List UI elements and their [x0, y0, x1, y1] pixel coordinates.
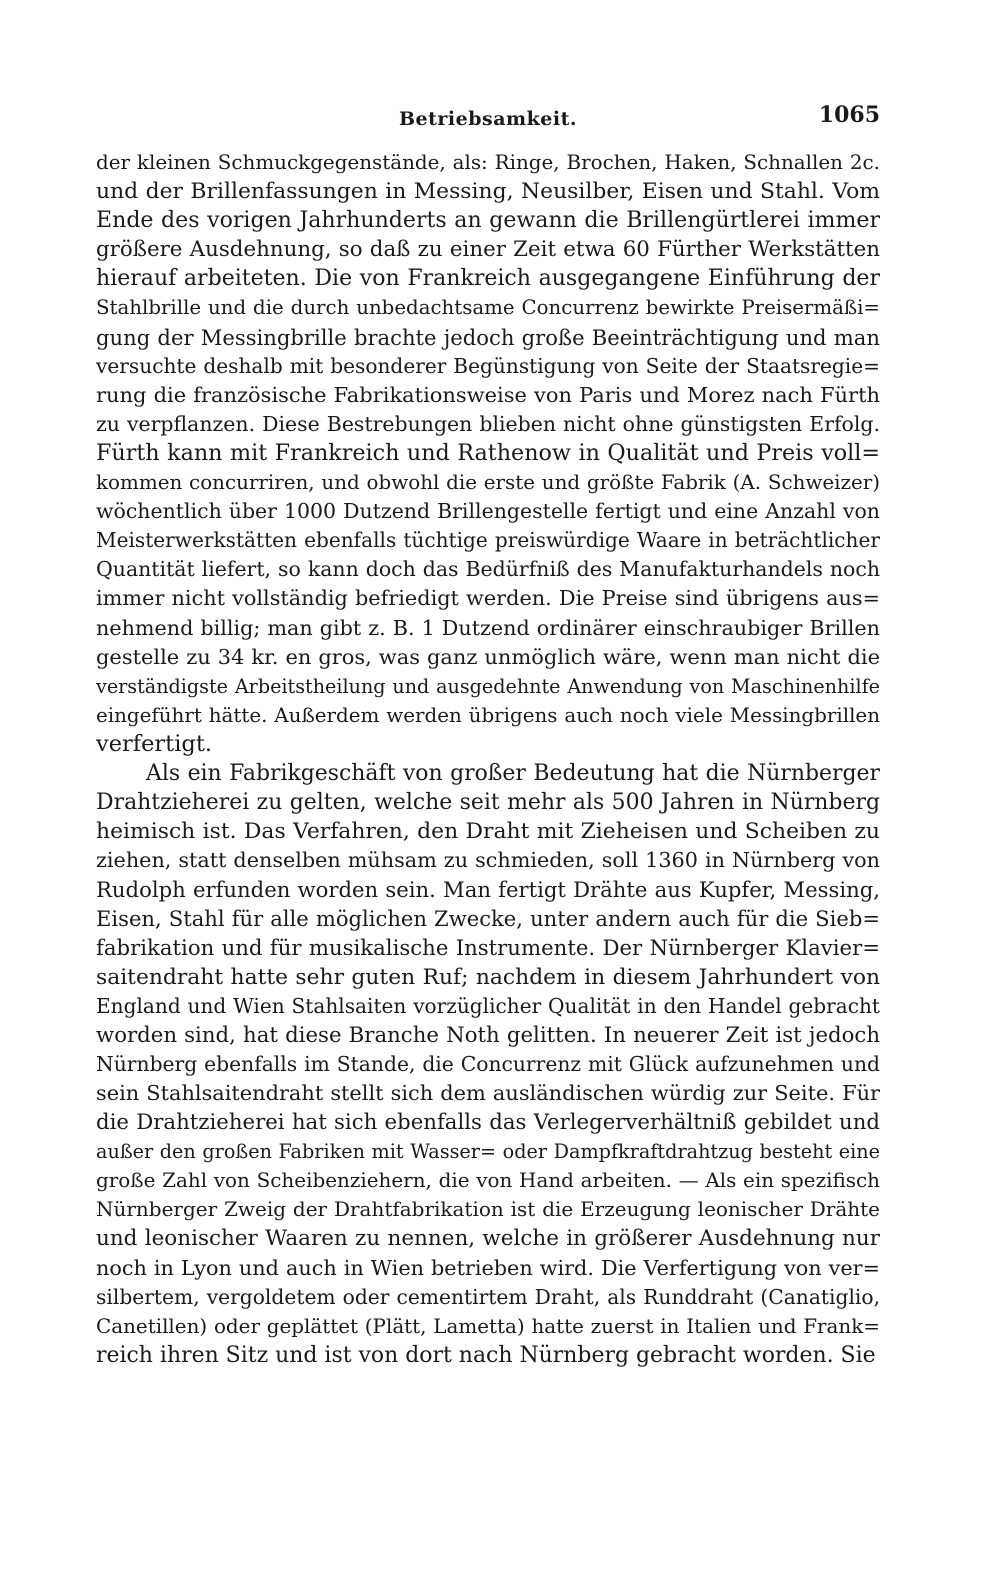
text-line: rung die französische Fabrikationsweise von Paris und Morez nach Fürth — [96, 382, 880, 407]
text-line: silbertem, vergoldetem oder cementirtem Draht, als Runddraht (Canatiglio, — [96, 1284, 880, 1309]
text-line: Rudolph erfunden worden sein. Man fertigt Drähte aus Kupfer, Messing, — [96, 877, 880, 903]
text-line: Quantität liefert, so kann doch das Bedürfniß des Manufakturhandels noch — [96, 557, 880, 582]
text-line: verständigste Arbeitstheilung und ausgedehnte Anwendung von Maschinenhilfe — [96, 674, 880, 698]
text-line: heimisch ist. Das Verfahren, den Draht mit Zieheisen und Scheiben zu — [96, 819, 880, 845]
text-line: noch in Lyon und auch in Wien betrieben wird. Die Verfertigung von ver= — [96, 1255, 880, 1280]
text-line: immer nicht vollständig befriedigt werden. Die Preise sind übrigens aus= — [96, 586, 880, 611]
text-line: größere Ausdehnung, so daß zu einer Zeit etwa 60 Fürther Werkstätten — [96, 237, 880, 263]
text-line: England und Wien Stahlsaiten vorzüglicher Qualität in den Handel gebracht — [96, 993, 880, 1018]
text-line: fabrikation und für musikalische Instrumente. Der Nürnberger Klavier= — [96, 935, 880, 961]
page-number: 1065 — [818, 102, 880, 128]
text-line: Nürnberger Zweig der Drahtfabrikation ist die Erzeugung leonischer Drähte — [96, 1197, 880, 1222]
text-line: gung der Messingbrille brachte jedoch große Beeinträchtigung und man — [96, 324, 880, 350]
text-line: worden sind, hat diese Branche Noth gelitten. In neuerer Zeit ist jedoch — [96, 1022, 880, 1048]
text-line: und der Brillenfassungen in Messing, Neusilber, Eisen und Stahl. Vom — [96, 179, 880, 205]
text-line-final: reich ihren Sitz und ist von dort nach Nürnberg gebracht worden. Sie — [96, 1342, 876, 1368]
text-line: der kleinen Schmuckgegenstände, als: Ringe, Brochen, Haken, Schnallen 2c. — [96, 151, 880, 174]
running-title: Betriebsamkeit. — [399, 108, 577, 130]
text-line: Drahtzieherei zu gelten, welche seit mehr als 500 Jahren in Nürnberg — [96, 790, 880, 816]
text-line: Nürnberg ebenfalls im Stande, die Concurrenz mit Glück aufzunehmen und — [96, 1051, 880, 1076]
text-line-paragraph-start: Als ein Fabrikgeschäft von großer Bedeutung hat die Nürnberger — [146, 760, 880, 786]
text-line: Fürth kann mit Frankreich und Rathenow in Qualität und Preis voll= — [96, 439, 880, 466]
text-line: Canetillen) oder geplättet (Plätt, Lametta) hatte zuerst in Italien und Frank= — [96, 1314, 880, 1338]
text-line: Eisen, Stahl für alle möglichen Zwecke, unter andern auch für die Sieb= — [96, 906, 880, 932]
text-line: sein Stahlsaitendraht stellt sich dem ausländischen würdig zur Seite. Für — [96, 1081, 880, 1105]
text-line: zu verpflanzen. Diese Bestrebungen blieben nicht ohne günstigsten Erfolg. — [96, 411, 880, 436]
body-text — [96, 148, 880, 1370]
text-line: Stahlbrille und die durch unbedachtsame Concurrenz bewirkte Preisermäßi= — [96, 296, 880, 320]
text-line: und leonischer Waaren zu nennen, welche in größerer Ausdehnung nur — [96, 1226, 880, 1252]
text-line: saitendraht hatte sehr guten Ruf; nachdem in diesem Jahrhundert von — [96, 964, 880, 990]
text-line: gestelle zu 34 kr. en gros, was ganz unmöglich wäre, wenn man nicht die — [96, 644, 880, 669]
text-line: nehmend billig; man gibt z. B. 1 Dutzend ordinärer einschraubiger Brillen — [96, 615, 880, 640]
running-head — [96, 102, 880, 142]
text-line: wöchentlich über 1000 Dutzend Brillengestelle fertigt und eine Anzahl von — [96, 499, 880, 524]
text-line: ziehen, statt denselben mühsam zu schmieden, soll 1360 in Nürnberg von — [96, 848, 880, 873]
text-line: Meisterwerkstätten ebenfalls tüchtige preiswürdige Waare in beträchtlicher — [96, 528, 880, 553]
text-line: versuchte deshalb mit besonderer Begünstigung von Seite der Staatsregie= — [96, 353, 880, 378]
text-line-paragraph-end: verfertigt. — [96, 730, 213, 757]
text-line: Ende des vorigen Jahrhunderts an gewann die Brillengürtlerei immer — [96, 208, 880, 234]
text-line: eingeführt hätte. Außerdem werden übrigens auch noch viele Messingbrillen — [96, 703, 880, 727]
text-line: außer den großen Fabriken mit Wasser= oder Dampfkraftdrahtzug besteht eine — [96, 1140, 880, 1164]
text-line: hierauf arbeiteten. Die von Frankreich ausgegangene Einführung der — [96, 266, 880, 292]
text-line: große Zahl von Scheibenziehern, die von Hand arbeiten. — Als ein spezifisch — [96, 1168, 880, 1193]
text-line: die Drahtzieherei hat sich ebenfalls das Verlegerverhältniß gebildet und — [96, 1110, 880, 1136]
text-line: kommen concurriren, und obwohl die erste und größte Fabrik (A. Schweizer) — [96, 471, 880, 495]
